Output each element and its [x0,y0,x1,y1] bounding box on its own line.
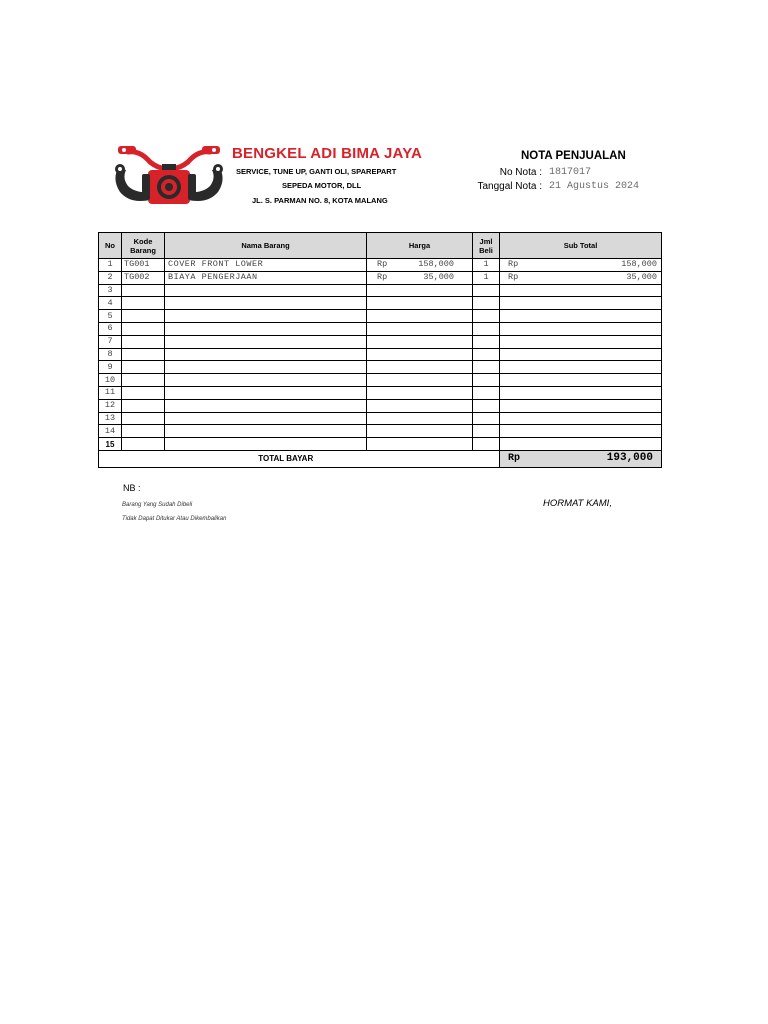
row-harga [367,271,473,284]
note-line-2: Tidak Dapat Ditukar Atau Dikembalikan [122,516,227,522]
row-no: 3 [99,284,122,297]
row-subtotal [500,361,662,374]
row-jml: 1 [473,271,500,284]
shop-name: BENGKEL ADI BIMA JAYA [232,145,423,162]
row-subtotal-currency: Rp [508,259,519,269]
row-jml: 1 [473,259,500,272]
row-no: 5 [99,310,122,323]
row-subtotal [500,271,662,284]
row-no: 13 [99,412,122,425]
row-harga [367,361,473,374]
row-subtotal [500,284,662,297]
invoice-title: NOTA PENJUALAN [521,150,626,162]
row-jml [473,425,500,438]
row-subtotal [500,322,662,335]
row-jml [473,399,500,412]
row-kode [122,425,165,438]
header-no: No [99,233,122,259]
row-jml [473,348,500,361]
row-jml [473,374,500,387]
table-header-row [99,233,662,259]
total-row [99,450,662,467]
row-kode [122,297,165,310]
header-jml-line2: Beli [479,245,493,255]
row-no: 7 [99,335,122,348]
row-no: 8 [99,348,122,361]
row-subtotal [500,399,662,412]
row-subtotal [500,335,662,348]
row-harga-amount: 158,000 [418,259,454,269]
shop-services: SERVICE, TUNE UP, GANTI OLI, SPAREPART [236,167,397,176]
row-nama: BIAYA PENGERJAAN [165,271,367,284]
row-jml [473,322,500,335]
row-harga [367,425,473,438]
row-subtotal [500,310,662,323]
table-row [99,284,662,297]
table-row [99,297,662,310]
row-jml [473,361,500,374]
table-row [99,259,662,272]
shop-category: SEPEDA MOTOR, DLL [282,181,362,190]
table-row [99,335,662,348]
row-harga [367,259,473,272]
invoice-date-value: 21 Agustus 2024 [549,181,640,192]
note-line-1: Barang Yang Sudah Dibeli [122,502,193,508]
shop-address: JL. S. PARMAN NO. 8, KOTA MALANG [252,196,388,205]
header-kode [122,233,165,259]
row-harga-currency: Rp [377,271,388,282]
row-kode [122,335,165,348]
row-subtotal [500,297,662,310]
header-jml [473,233,500,259]
row-nama: COVER FRONT LOWER [165,259,367,272]
row-jml [473,297,500,310]
row-subtotal [500,412,662,425]
header-kode-line1: Kode [133,236,153,246]
row-nama [165,386,367,399]
row-harga [367,310,473,323]
total-value-cell [500,450,662,467]
row-kode [122,438,165,451]
table-row [99,386,662,399]
invoice-number-label: No Nota : [499,167,542,178]
row-no: 1 [99,259,122,272]
table-row [99,374,662,387]
table-row [99,322,662,335]
row-harga [367,438,473,451]
row-subtotal [500,386,662,399]
total-amount: 193,000 [606,451,653,464]
row-jml [473,310,500,323]
motorcycle-logo-icon [110,140,228,212]
row-harga [367,297,473,310]
row-nama [165,297,367,310]
row-nama [165,310,367,323]
row-kode [122,386,165,399]
table-row [99,438,662,451]
row-harga [367,284,473,297]
table-row [99,399,662,412]
row-harga [367,322,473,335]
header-harga: Harga [367,233,473,259]
total-blank [473,450,500,467]
row-no: 4 [99,297,122,310]
row-no: 9 [99,361,122,374]
row-kode [122,348,165,361]
row-no: 15 [99,438,122,451]
row-jml [473,412,500,425]
row-subtotal [500,425,662,438]
row-harga-currency: Rp [377,259,388,269]
table-row [99,412,662,425]
table-row [99,271,662,284]
row-jml [473,284,500,297]
row-no: 12 [99,399,122,412]
row-nama [165,425,367,438]
invoice-number-value: 1817017 [549,167,592,178]
total-label: TOTAL BAYAR [99,450,473,467]
row-subtotal-currency: Rp [508,271,519,282]
row-kode: TG001 [122,259,165,272]
row-nama [165,399,367,412]
row-no: 11 [99,386,122,399]
header-nama: Nama Barang [165,233,367,259]
row-nama [165,322,367,335]
invoice-table [98,232,662,468]
row-harga [367,374,473,387]
row-harga [367,399,473,412]
row-jml [473,438,500,451]
row-kode [122,322,165,335]
row-nama [165,284,367,297]
header-kode-line2: Barang [130,245,156,255]
row-subtotal [500,348,662,361]
row-nama [165,374,367,387]
row-harga [367,412,473,425]
row-no: 10 [99,374,122,387]
row-no: 14 [99,425,122,438]
row-nama [165,361,367,374]
invoice-date-label: Tanggal Nota : [477,181,542,192]
table-row [99,310,662,323]
row-subtotal-amount: 35,000 [626,271,657,282]
row-nama [165,335,367,348]
row-harga [367,348,473,361]
total-currency: Rp [508,452,521,464]
row-subtotal [500,259,662,272]
row-jml [473,335,500,348]
row-kode [122,284,165,297]
closing-text: HORMAT KAMI, [543,498,612,509]
row-no: 6 [99,322,122,335]
header-jml-line1: Jml [479,236,493,246]
row-harga [367,335,473,348]
row-subtotal [500,438,662,451]
row-kode [122,361,165,374]
row-kode [122,310,165,323]
table-row [99,425,662,438]
row-kode [122,412,165,425]
header-subtotal: Sub Total [500,233,662,259]
row-nama [165,412,367,425]
row-nama [165,348,367,361]
row-kode: TG002 [122,271,165,284]
row-harga-amount: 35,000 [423,271,454,282]
row-kode [122,399,165,412]
row-harga [367,386,473,399]
row-subtotal-amount: 158,000 [621,259,657,269]
table-row [99,361,662,374]
row-subtotal [500,374,662,387]
nb-label: NB : [123,483,141,493]
row-nama [165,438,367,451]
row-jml [473,386,500,399]
row-no: 2 [99,271,122,284]
row-kode [122,374,165,387]
table-row [99,348,662,361]
